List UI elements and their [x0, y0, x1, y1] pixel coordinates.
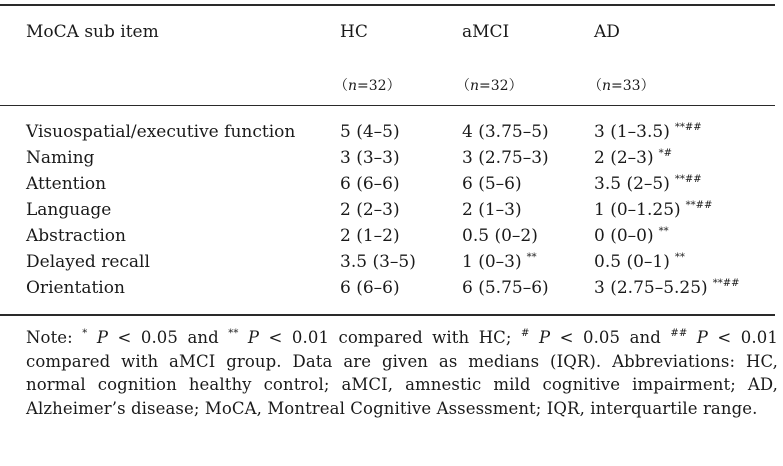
cell-hc: 3.5 (3–5): [340, 252, 416, 272]
header-item: MoCA sub item: [26, 22, 159, 42]
cell-amci: 4 (3.75–5): [462, 122, 549, 142]
n-ad: （n=33）: [588, 78, 655, 94]
row-item: Visuospatial/executive function: [26, 122, 296, 142]
cell-hc: 6 (6–6): [340, 278, 400, 298]
significance-mark: **##: [674, 174, 702, 185]
cell-ad: 3 (1–3.5) **##: [594, 122, 702, 142]
cell-amci: 6 (5–6): [462, 174, 522, 194]
cell-hc: 2 (1–2): [340, 226, 400, 246]
cell-amci: 3 (2.75–3): [462, 148, 549, 168]
row-item: Attention: [26, 174, 107, 194]
cell-amci: 1 (0–3) **: [462, 252, 537, 272]
cell-hc: 5 (4–5): [340, 122, 400, 142]
significance-mark: *#: [658, 148, 673, 159]
cell-ad: 1 (0–1.25) **##: [594, 200, 713, 220]
cell-ad: 2 (2–3) *#: [594, 148, 673, 168]
row-item: Naming: [26, 148, 95, 168]
significance-mark: **##: [685, 200, 713, 211]
cell-ad: 0.5 (0–1) **: [594, 252, 685, 272]
significance-mark: **##: [712, 278, 740, 289]
row-item: Orientation: [26, 278, 125, 298]
cell-hc: 2 (2–3): [340, 200, 400, 220]
cell-amci: 6 (5.75–6): [462, 278, 549, 298]
cell-amci: 2 (1–3): [462, 200, 522, 220]
table-top-rule: [0, 4, 775, 6]
cell-hc: 3 (3–3): [340, 148, 400, 168]
header-ad: AD: [594, 22, 620, 42]
significance-mark: **: [658, 226, 669, 237]
cell-amci: 0.5 (0–2): [462, 226, 538, 246]
cell-ad: 3 (2.75–5.25) **##: [594, 278, 740, 298]
row-item: Abstraction: [26, 226, 126, 246]
table-bottom-rule: [0, 314, 775, 316]
header-hc: HC: [340, 22, 368, 42]
cell-ad: 0 (0–0) **: [594, 226, 669, 246]
table-header-rule: [0, 105, 775, 106]
n-hc: （n=32）: [334, 78, 401, 94]
row-item: Language: [26, 200, 112, 220]
row-item: Delayed recall: [26, 252, 150, 272]
n-amci: （n=32）: [456, 78, 523, 94]
cell-hc: 6 (6–6): [340, 174, 400, 194]
significance-mark: **##: [674, 122, 702, 133]
significance-mark: **: [674, 252, 685, 263]
significance-mark: **: [526, 252, 537, 263]
table-footnote: Note: * P < 0.05 and ** P < 0.01 compared with HC; # P < 0.05 and ## P < 0.01 compared with aMCI group. Data are given as medians (IQR). Abbreviations: HC, normal cognition healthy control; aMCI, amnestic mild cognitive impairment; AD, Alzheimer’s disease; MoCA, Montreal Cognitive Assessment; IQR, interquartile range.: [26, 328, 778, 418]
header-amci: aMCI: [462, 22, 510, 42]
cell-ad: 3.5 (2–5) **##: [594, 174, 702, 194]
